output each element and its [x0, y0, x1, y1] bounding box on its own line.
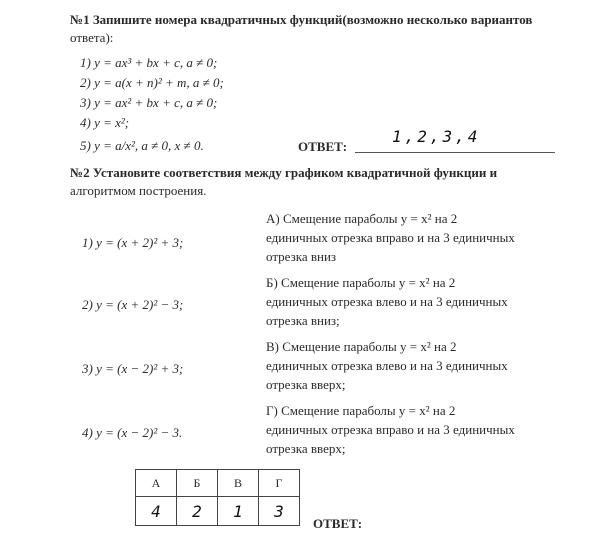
function-4: 4) y = (x − 2)² − 3. — [82, 425, 183, 440]
answer-table-header: Г — [259, 470, 300, 497]
option-d-line3: отрезка вверх; — [266, 441, 346, 456]
answer-table-value[interactable]: 1 — [218, 497, 259, 526]
option-c-line3: отрезка вверх; — [266, 377, 346, 392]
task1-answer-label: ОТВЕТ: — [298, 139, 348, 154]
task1-title: №1 Запишите номера квадратичных функций(возможно несколько вариантов — [70, 12, 533, 27]
option-d-line1: Г) Смещение параболы y = x² на 2 — [266, 403, 456, 418]
answer-table-header: В — [218, 470, 259, 497]
answer-table-value-row — [136, 497, 300, 526]
function-3: 3) y = (x − 2)² + 3; — [82, 361, 184, 376]
option-a-line3: отрезка вниз — [266, 249, 337, 264]
task1-item-5: 5) y = a/x², a ≠ 0, x ≠ 0. — [80, 138, 204, 153]
task1-answer-line — [355, 152, 555, 153]
task1-item-4: 4) y = x²; — [80, 115, 130, 130]
task2-answer-label: ОТВЕТ: — [313, 516, 363, 531]
answer-table — [135, 469, 300, 526]
task1-item-1: 1) y = ax³ + bx + c, a ≠ 0; — [80, 55, 218, 70]
answer-table-value[interactable]: 2 — [177, 497, 218, 526]
task1-title-cont: ответа): — [70, 30, 114, 45]
answer-table-value[interactable]: 3 — [259, 497, 300, 526]
option-a-line2: единичных отрезка вправо и на 3 единичных — [266, 230, 515, 245]
task1-item-3: 3) y = ax² + bx + c, a ≠ 0; — [80, 95, 218, 110]
task2-title: №2 Установите соответствия между графиком квадратичной функции и — [70, 165, 498, 180]
task1-item-2: 2) y = a(x + n)² + m, a ≠ 0; — [80, 75, 224, 90]
option-b-line3: отрезка вниз; — [266, 313, 340, 328]
option-a-line1: А) Смещение параболы y = x² на 2 — [266, 211, 458, 226]
option-b-line1: Б) Смещение параболы y = x² на 2 — [266, 275, 456, 290]
function-1: 1) y = (x + 2)² + 3; — [82, 235, 184, 250]
answer-table-header: А — [136, 470, 177, 497]
answer-table-header-row — [136, 470, 300, 497]
answer-table-header: Б — [177, 470, 218, 497]
task2-title-cont: алгоритмом построения. — [70, 183, 207, 198]
option-d-line2: единичных отрезка вправо и на 3 единичных — [266, 422, 515, 437]
option-c-line2: единичных отрезка влево и на 3 единичных — [266, 358, 508, 373]
function-2: 2) y = (x + 2)² − 3; — [82, 297, 184, 312]
option-b-line2: единичных отрезка влево и на 3 единичных — [266, 294, 508, 309]
option-c-line1: В) Смещение параболы y = x² на 2 — [266, 339, 457, 354]
answer-table-value[interactable]: 4 — [136, 497, 177, 526]
task1-answer-value: 1,2,3,4 — [392, 127, 481, 146]
